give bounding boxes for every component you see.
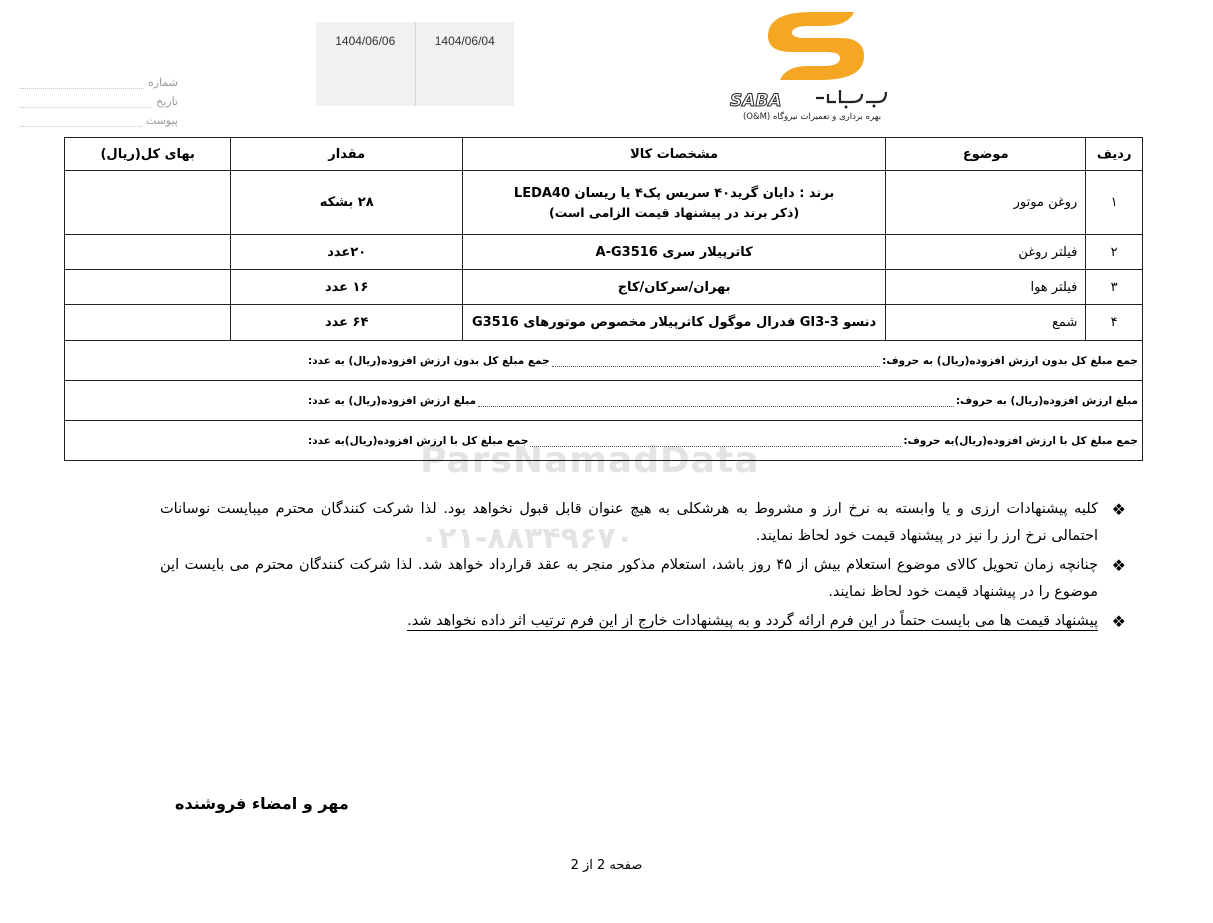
table-header-row bbox=[65, 138, 1143, 171]
total-net-number-label: جمع مبلغ کل بدون ارزش افزوده(ریال) به عدد: bbox=[308, 354, 550, 367]
meta-date-line bbox=[20, 95, 152, 108]
row-qty: ۲۰عدد bbox=[231, 235, 463, 270]
svg-text:SABA: SABA bbox=[730, 91, 782, 111]
row-price[interactable] bbox=[65, 235, 231, 270]
header-spec: مشخصات کالا bbox=[463, 138, 886, 171]
meta-number-label: شماره bbox=[147, 76, 178, 89]
row-index: ۱ bbox=[1086, 171, 1143, 235]
note-text: کلیه پیشنهادات ارزی و یا وابسته به نرخ ارز و مشروط به هرشکلی به هیچ عنوان قابل قبول نخواهد بود. لذا شرکت کنندگان محترم میبایست نوسانات احتمالی نرخ ارز را نیز در پیشنهاد قیمت خود لحاظ نمایند. bbox=[160, 501, 1098, 544]
meta-attachment-label: پیوست bbox=[145, 114, 178, 127]
table-row bbox=[65, 270, 1143, 305]
total-net-cell[interactable] bbox=[65, 341, 1143, 381]
note-text: چنانچه زمان تحویل کالای موضوع استعلام بیش از ۴۵ روز باشد، استعلام مذکور منجر به عقد قرارداد خواهد شد. لذا شرکت کنندگان محترم می بایست این موضوع را در پیشنهاد قیمت خود لحاظ نمایند. bbox=[160, 557, 1098, 600]
total-vat-cell[interactable] bbox=[65, 381, 1143, 421]
row-qty: ۶۴ عدد bbox=[231, 305, 463, 341]
meta-date-label: تاریخ bbox=[156, 95, 178, 108]
row-qty: ۱۶ عدد bbox=[231, 270, 463, 305]
notes-list bbox=[160, 496, 1130, 637]
total-net-words-label: جمع مبلغ کل بدون ارزش افزوده(ریال) به حروف: bbox=[882, 354, 1138, 367]
header-subject: موضوع bbox=[886, 138, 1086, 171]
header-index: ردیف bbox=[1086, 138, 1143, 171]
note-item bbox=[160, 608, 1130, 635]
header-qty: مقدار bbox=[231, 138, 463, 171]
items-table bbox=[64, 137, 1143, 461]
logo-icon bbox=[728, 6, 896, 112]
diamond-bullet-icon: ❖ bbox=[1111, 500, 1126, 519]
total-gross-words-label: جمع مبلغ کل با ارزش افزوده(ریال)به حروف: bbox=[903, 434, 1138, 447]
row-spec: دنسو GI3-3 فدرال موگول کاترپیلار مخصوص موتورهای G3516 bbox=[463, 305, 886, 341]
total-row-vat bbox=[65, 381, 1143, 421]
saba-logo bbox=[728, 6, 896, 124]
letter-meta bbox=[20, 70, 178, 127]
row-spec-text: برند : دایان گرید۴۰ سریس پک۴ یا ریسان LEDA40 bbox=[513, 185, 835, 201]
total-vat-number-label: مبلغ ارزش افزوده(ریال) به عدد: bbox=[308, 394, 476, 407]
row-subject: فیلتر هوا bbox=[886, 270, 1086, 305]
diamond-bullet-icon: ❖ bbox=[1111, 556, 1126, 575]
seller-signature-label: مهر و امضاء فروشنده bbox=[175, 794, 349, 813]
note-text: پیشنهاد قیمت ها می بایست حتماً در این فرم ارائه گردد و به پیشنهادات خارج از این فرم ترتیب اثر داده نخواهد شد. bbox=[407, 613, 1098, 629]
table-row bbox=[65, 305, 1143, 341]
meta-attachment-line bbox=[20, 114, 142, 127]
row-index: ۴ bbox=[1086, 305, 1143, 341]
total-vat-words-line bbox=[478, 396, 954, 407]
total-vat-words-label: مبلغ ارزش افزوده(ریال) به حروف: bbox=[955, 394, 1138, 407]
row-spec: بهران/سرکان/کاج bbox=[463, 270, 886, 305]
note-item bbox=[160, 496, 1130, 550]
total-row-net bbox=[65, 341, 1143, 381]
row-price[interactable] bbox=[65, 171, 231, 235]
row-spec-note: (ذکر برند در پیشنهاد قیمت الزامی است) bbox=[549, 204, 800, 220]
total-gross-cell[interactable] bbox=[65, 421, 1143, 461]
note-item bbox=[160, 552, 1130, 606]
watermark-text: ParsNamadData bbox=[420, 440, 760, 481]
total-gross-words-line bbox=[530, 436, 901, 447]
table-row bbox=[65, 235, 1143, 270]
row-subject: شمع bbox=[886, 305, 1086, 341]
meta-number-line bbox=[20, 76, 144, 89]
row-subject: روغن موتور bbox=[886, 171, 1086, 235]
watermark-phone: ۰۲۱-۸۸۳۴۹۶۷۰ bbox=[420, 521, 634, 556]
row-qty: ۲۸ بشکه bbox=[231, 171, 463, 235]
date-1: 1404/06/06 bbox=[335, 34, 396, 48]
date-box bbox=[316, 22, 514, 106]
total-row-gross bbox=[65, 421, 1143, 461]
table-row bbox=[65, 171, 1143, 235]
total-net-words-line bbox=[552, 356, 880, 367]
total-gross-number-label: جمع مبلغ کل با ارزش افزوده(ریال)به عدد: bbox=[308, 434, 529, 447]
row-spec bbox=[463, 171, 886, 235]
logo-subtitle: بهره برداری و تعمیرات نیروگاه (O&M) bbox=[742, 112, 882, 122]
row-index: ۲ bbox=[1086, 235, 1143, 270]
row-spec: کاترپیلار سری A-G3516 bbox=[463, 235, 886, 270]
diamond-bullet-icon: ❖ bbox=[1111, 612, 1126, 631]
row-price[interactable] bbox=[65, 305, 231, 341]
row-subject: فیلتر روغن bbox=[886, 235, 1086, 270]
header-price: بهای کل(ریال) bbox=[65, 138, 231, 171]
date-2: 1404/06/04 bbox=[415, 22, 515, 106]
page-number: صفحه 2 از 2 bbox=[570, 858, 643, 873]
row-price[interactable] bbox=[65, 270, 231, 305]
row-index: ۳ bbox=[1086, 270, 1143, 305]
